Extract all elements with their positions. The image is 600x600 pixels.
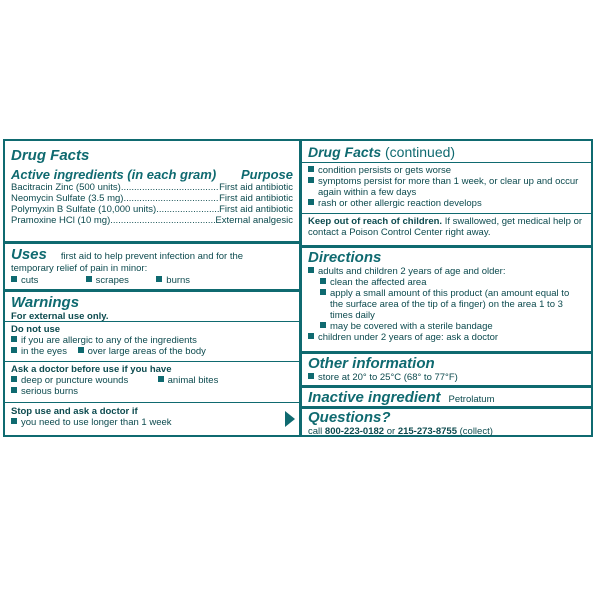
keep-out-section (302, 213, 591, 238)
drug-facts-continued-title: Drug Facts (308, 144, 382, 160)
list-item: clean the affected area (308, 277, 585, 288)
list-item: if you are allergic to any of the ingredients (11, 335, 293, 346)
phone-number-1: 800-223-0182 (324, 426, 385, 437)
questions-section (302, 406, 591, 437)
external-use-text: For external use only. (11, 311, 109, 322)
questions-title: Questions? (308, 409, 391, 426)
list-item: store at 20° to 25°C (68° to 77°F) (308, 372, 585, 383)
keep-out-bold: Keep out of reach of children. (308, 216, 443, 227)
uses-title: Uses (11, 246, 47, 263)
other-info-section (302, 351, 591, 383)
continued-section (302, 144, 591, 161)
inactive-title: Inactive ingredient (308, 389, 441, 406)
keep-out-text: If swallowed, get medical help or (444, 216, 583, 227)
stop-use-section (5, 402, 299, 428)
uses-text-2: temporary relief of pain in minor: (11, 263, 148, 274)
left-column (5, 141, 299, 435)
inactive-section (302, 385, 591, 406)
phone-number-2: 215-273-8755 (397, 426, 457, 437)
list-item: animal bites (158, 375, 219, 386)
continue-arrow-icon (285, 411, 295, 427)
ingredient-row: Neomycin Sulfate (3.5 mg) ..... First aid antibiotic (11, 193, 293, 204)
active-ingredients-section (5, 147, 299, 226)
continued-label: (continued) (385, 144, 456, 160)
active-ingredients-header: Active ingredients (in each gram) (11, 167, 217, 182)
list-item: rash or other allergic reaction develops (308, 198, 585, 209)
list-item: in the eyes (11, 346, 67, 357)
uses-section (5, 241, 299, 286)
purpose-header: Purpose (240, 167, 293, 182)
list-item: condition persists or gets worse (308, 165, 585, 176)
inactive-text: Petrolatum (448, 394, 495, 405)
directions-title: Directions (308, 249, 382, 266)
ask-doctor-section (5, 361, 299, 397)
list-item: cuts (11, 275, 83, 286)
list-item: may be covered with a sterile bandage (308, 321, 585, 332)
right-column (302, 141, 591, 435)
list-item: you need to use longer than 1 week (11, 417, 293, 428)
warnings-title: Warnings (11, 294, 80, 311)
list-item-continued: times daily (330, 310, 375, 321)
ingredient-row: Polymyxin B Sulfate (10,000 units) ..... First aid antibiotic (11, 204, 293, 215)
keep-out-text-2: contact a Poison Control Center right away. (308, 227, 491, 238)
list-item-continued: again within a few days (318, 187, 417, 198)
uses-text: first aid to help prevent infection and for the (60, 251, 244, 262)
warnings-section (5, 289, 299, 322)
list-item: deep or puncture wounds (11, 375, 155, 386)
drug-facts-title: Drug Facts (11, 147, 90, 164)
list-item-continued: the surface area of the tip of a finger) on the area 1 to 3 (330, 299, 563, 310)
list-item: serious burns (11, 386, 293, 397)
ingredient-row: Pramoxine HCl (10 mg) ..... External analgesic (11, 215, 293, 226)
ask-doctor-title: Ask a doctor before use if you have (11, 364, 172, 375)
do-not-use-section (5, 321, 299, 357)
ingredient-row: Bacitracin Zinc (500 units) ..... First aid antibiotic (11, 182, 293, 193)
list-item: apply a small amount of this product (an amount equal to (308, 288, 585, 299)
drug-facts-panel (3, 139, 593, 437)
list-item: scrapes (86, 275, 154, 286)
stop-use-continued (302, 162, 591, 209)
list-item: burns (156, 275, 190, 286)
stop-use-title: Stop use and ask a doctor if (11, 406, 138, 417)
questions-line: call 800-223-0182 or 215-273-8755 (collect) (308, 426, 493, 437)
list-item: adults and children 2 years of age and older: (308, 266, 585, 277)
list-item: children under 2 years of age: ask a doctor (308, 332, 585, 343)
list-item: over large areas of the body (78, 346, 206, 357)
do-not-use-title: Do not use (11, 324, 61, 335)
directions-section (302, 245, 591, 343)
other-info-title: Other information (308, 355, 435, 372)
list-item: symptoms persist for more than 1 week, or clear up and occur (308, 176, 585, 187)
